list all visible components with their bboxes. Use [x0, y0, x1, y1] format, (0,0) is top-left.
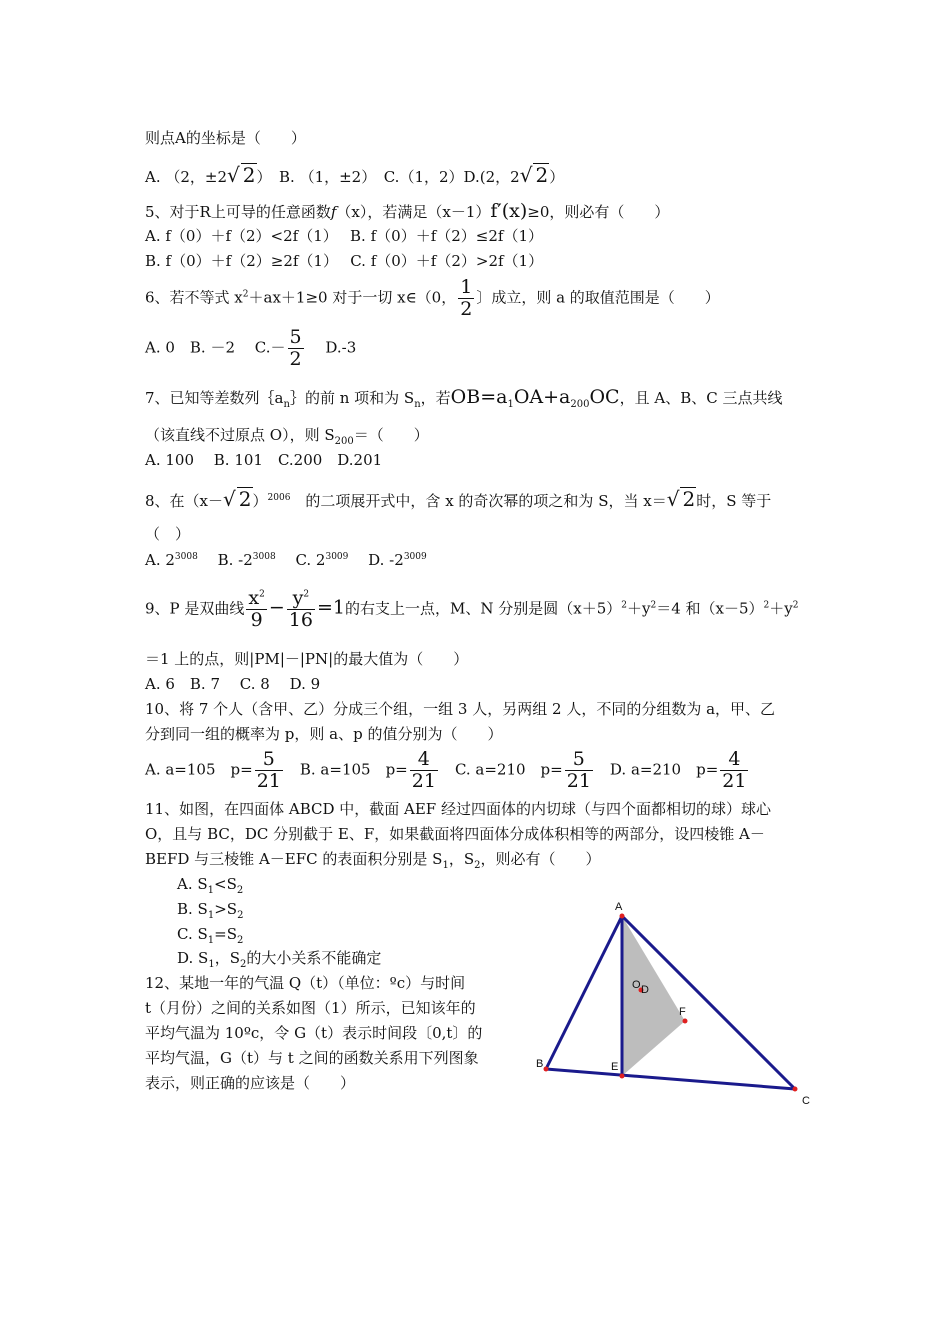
q10-stem: 10、将 7 个人（含甲、乙）分成三个组，一组 3 人，另两组 2 人，不同的分组数为 a，甲、乙 — [145, 700, 776, 718]
q9-options: A. 6 B. 7 C. 8 D. 9 — [145, 675, 321, 693]
q4-options: A. （2，±2√ 2） B. （1，±2） C.（1，2）D.(2，2√ 2） — [145, 163, 565, 187]
q12-stem-5: 表示，则正确的应该是（ ） — [145, 1074, 356, 1092]
q8-stem: 8、在（x－√ 2）$^{2006}$ 的二项展开式中，含 x 的奇次幂的项之和为 S，当 x＝√ 2时，S 等于 — [145, 487, 772, 511]
q12-stem-3: 平均气温为 10ºc，令 G（t）表示时间段〔0,t〕的 — [145, 1024, 483, 1042]
q11-stem-1: 11、如图，在四面体 ABCD 中，截面 AEF 经过四面体的内切球（与四个面都相切的球）球心 — [145, 800, 771, 818]
q7-stem-cont: （该直线不过原点 O），则 $S_{200}=$（ ） — [145, 426, 429, 447]
label-o: O — [632, 979, 641, 991]
q11-option-a: A. $S_1<S_2$ — [177, 875, 244, 896]
edge-ab — [546, 916, 622, 1069]
q5-stem: 5、对于R上可导的任意函数f（x），若满足（x－1）f′(x)≥0，则必有（ ） — [145, 200, 670, 222]
q12-stem-4: 平均气温，G（t）与 t 之间的函数关系用下列图象 — [145, 1049, 479, 1067]
q10-options: A. a=105 p= $\frac{5}{21}$ B. a=105 p= $\frac{4}{21}$ C. a=210 p= $\frac{5}{21}$ D. a=210 p= $\frac{4}{21}$ — [145, 748, 747, 792]
q9-stem: 9、P 是双曲线 $\frac{x^2}{9}$ − $\frac{y^2}{16}$ =1的右支上一点，M、N 分别是圆$(x+5)^2+y^2=4$ 和$(x-5)^2+y^2$ — [145, 587, 799, 631]
q12-stem-1: 12、某地一年的气温 Q（t）（单位：ºc）与时间 — [145, 974, 466, 992]
q10-stem-cont: 分到同一组的概率为 p，则 a、p 的值分别为（ ） — [145, 725, 503, 743]
q11-stem-3: BEFD 与三棱锥 A－EFC 的表面积分别是 $S_1$，$S_2$，则必有（ ） — [145, 850, 601, 871]
point-e — [620, 1074, 625, 1079]
label-f: F — [679, 1006, 686, 1018]
edge-bc — [546, 1069, 795, 1089]
q11-option-c: C. $S_1=S_2$ — [177, 925, 244, 946]
section-aef — [622, 916, 685, 1076]
q11-option-b: B. $S_1>S_2$ — [177, 900, 244, 921]
q9-stem-cont: ＝1 上的点，则|PM|－|PN|的最大值为（ ） — [145, 650, 469, 668]
label-b: B — [536, 1058, 544, 1070]
q7-stem: 7、已知等差数列$\{a_n\}$的前 n 项和为 $S_n$，若$OB=a_1OA+a_{200}OC$，且 A、B、C 三点共线 — [145, 386, 783, 410]
q4-stem: 则点A的坐标是（ ） — [145, 129, 306, 147]
point-f — [683, 1019, 688, 1024]
label-a: A — [615, 901, 623, 913]
q12-stem-2: t（月份）之间的关系如图（1）所示，已知该年的 — [145, 999, 476, 1017]
label-c: C — [802, 1095, 810, 1107]
q6-stem: 6、若不等式 $x^2+ax+1\ge 0$ 对于一切 x∈（0， $\frac{1}{2}$ 〕成立，则 a 的取值范围是（ ） — [145, 276, 720, 320]
q8-stem-cont: （ ） — [145, 525, 191, 543]
label-d: D — [641, 984, 649, 996]
q11-option-d: D. $S_1$，$S_2$的大小关系不能确定 — [177, 949, 382, 970]
q5-options-ab: A. f（0）＋f（2）<2f（1） B. f（0）＋f（2）≤2f（1） — [145, 227, 543, 245]
q8-options: A. $2^{3008}$ B. $-2^{3008}$ C. $2^{3009}$ D. $-2^{3009}$ — [145, 551, 427, 569]
q6-options: A. 0 B. －2 C.－ $\frac{5}{2}$ D.-3 — [145, 326, 357, 370]
q7-options: A. 100 B. 101 C.200 D.201 — [145, 451, 383, 469]
point-b — [544, 1067, 549, 1072]
label-e: E — [611, 1061, 619, 1073]
q11-stem-2: O，且与 BC，DC 分别截于 E、F，如果截面将四面体分成体积相等的两部分，设四棱锥 A－ — [145, 825, 765, 843]
tetrahedron-figure — [532, 898, 822, 1108]
q5-options-cd: B. f（0）＋f（2）≥2f（1） C. f（0）＋f（2）>2f（1） — [145, 252, 544, 270]
point-a — [620, 914, 625, 919]
point-c — [793, 1087, 798, 1092]
